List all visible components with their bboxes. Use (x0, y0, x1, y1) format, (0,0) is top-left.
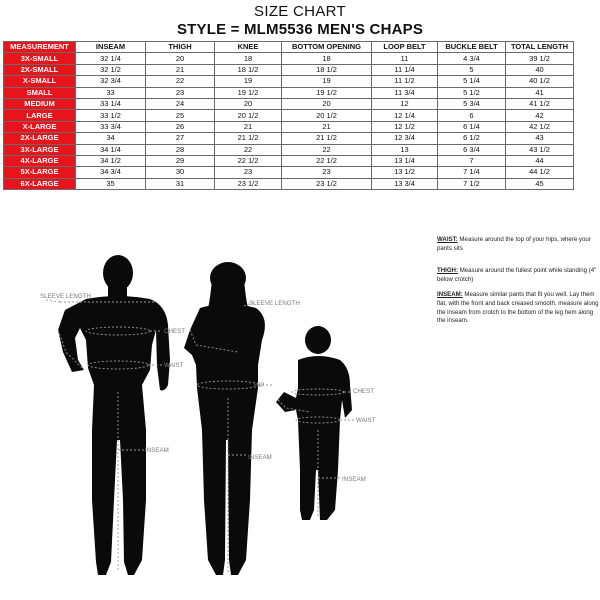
note-waist-heading: WAIST: (437, 236, 458, 243)
column-header-total-length: TOTAL LENGTH (506, 42, 574, 53)
table-row (4, 167, 574, 178)
woman-hip-label: HIP (254, 382, 265, 389)
measurement-cell: 18 (282, 53, 372, 64)
measurement-cell: 27 (146, 133, 215, 144)
measurement-cell: 28 (146, 144, 215, 155)
table-row (4, 178, 574, 189)
measurement-cell: 19 (215, 76, 282, 87)
measurement-cell: 21 (146, 64, 215, 75)
measurement-cell: 24 (146, 98, 215, 109)
measurement-notes (437, 236, 599, 333)
table-row (4, 110, 574, 121)
measurement-cell: 6 3/4 (438, 144, 506, 155)
woman-sleeve-label: SLEEVE LENGTH (249, 300, 300, 307)
table-row (4, 53, 574, 64)
style-heading: STYLE = MLM5536 MEN'S CHAPS (176, 21, 424, 38)
man-silhouette (58, 255, 170, 575)
child-waist-label: WAIST (356, 417, 376, 424)
measurement-cell: 21 1/2 (215, 133, 282, 144)
measurement-cell: 21 (215, 121, 282, 132)
body-measurement-figures (0, 235, 430, 600)
measurement-cell: 33 1/4 (76, 98, 146, 109)
measurement-cell: 34 1/4 (76, 144, 146, 155)
measurement-cell: 21 1/2 (282, 133, 372, 144)
measurement-cell: 34 3/4 (76, 167, 146, 178)
table-row (4, 64, 574, 75)
measurement-cell: 25 (146, 110, 215, 121)
measurement-cell: 6 1/4 (438, 121, 506, 132)
measurement-cell: 23 (215, 167, 282, 178)
size-cell: X-SMALL (4, 76, 76, 87)
measurement-cell: 41 1/2 (506, 98, 574, 109)
measurement-cell: 30 (146, 167, 215, 178)
measurement-cell: 33 (76, 87, 146, 98)
measurement-cell: 31 (146, 178, 215, 189)
man-inseam-label: INSEAM (145, 447, 169, 454)
measurement-cell: 20 1/2 (282, 110, 372, 121)
child-chest-label: CHEST (353, 388, 374, 395)
measurement-cell: 23 (146, 87, 215, 98)
measurement-cell: 6 (438, 110, 506, 121)
measurement-cell: 23 1/2 (282, 178, 372, 189)
table-header-row (4, 42, 574, 53)
table-row (4, 133, 574, 144)
column-header-inseam: INSEAM (76, 42, 146, 53)
note-thigh (437, 267, 599, 284)
column-header-loop-belt: LOOP BELT (372, 42, 438, 53)
measurement-cell: 22 1/2 (282, 155, 372, 166)
measurement-cell: 13 1/4 (372, 155, 438, 166)
measurement-cell: 32 1/4 (76, 53, 146, 64)
measurement-cell: 20 (146, 53, 215, 64)
size-cell: MEDIUM (4, 98, 76, 109)
measurement-cell: 19 (282, 76, 372, 87)
measurement-cell: 7 1/4 (438, 167, 506, 178)
size-cell: 6X-LARGE (4, 178, 76, 189)
column-header-bottom-opening: BOTTOM OPENING (282, 42, 372, 53)
measurement-cell: 41 (506, 87, 574, 98)
measurement-cell: 19 1/2 (282, 87, 372, 98)
table-row (4, 121, 574, 132)
table-row (4, 98, 574, 109)
measurement-cell: 29 (146, 155, 215, 166)
column-header-measurement: MEASUREMENT (4, 42, 76, 53)
woman-silhouette (184, 262, 265, 575)
column-header-knee: KNEE (215, 42, 282, 53)
measurement-cell: 7 1/2 (438, 178, 506, 189)
measurement-cell: 6 1/2 (438, 133, 506, 144)
size-cell: LARGE (4, 110, 76, 121)
measurement-cell: 44 (506, 155, 574, 166)
measurement-cell: 39 1/2 (506, 53, 574, 64)
measurement-cell: 35 (76, 178, 146, 189)
note-waist (437, 236, 599, 253)
measurement-cell: 12 1/2 (372, 121, 438, 132)
measurement-cell: 34 (76, 133, 146, 144)
chart-title: SIZE CHART (254, 3, 346, 20)
measurement-cell: 22 1/2 (215, 155, 282, 166)
table-row (4, 144, 574, 155)
child-inseam-label: INSEAM (342, 476, 366, 483)
measurement-cell: 7 (438, 155, 506, 166)
size-cell: 2X-SMALL (4, 64, 76, 75)
measurement-cell: 18 1/2 (215, 64, 282, 75)
measurement-cell: 12 (372, 98, 438, 109)
size-table (3, 41, 574, 190)
note-thigh-text: Measure around the fullest point while standing (4" below crotch) (437, 267, 597, 283)
size-cell: 4X-LARGE (4, 155, 76, 166)
column-header-buckle-belt: BUCKLE BELT (438, 42, 506, 53)
column-header-thigh: THIGH (146, 42, 215, 53)
measurement-cell: 18 1/2 (282, 64, 372, 75)
measurement-cell: 11 1/2 (372, 76, 438, 87)
measurement-cell: 32 3/4 (76, 76, 146, 87)
note-thigh-heading: THIGH: (437, 267, 458, 275)
note-inseam-heading: INSEAM: (437, 291, 463, 299)
measurement-cell: 21 (282, 121, 372, 132)
measurement-cell: 42 1/2 (506, 121, 574, 132)
measurement-cell: 33 3/4 (76, 121, 146, 132)
measurement-cell: 13 3/4 (372, 178, 438, 189)
man-sleeve-label: SLEEVE LENGTH (40, 293, 91, 300)
measurement-cell: 11 1/4 (372, 64, 438, 75)
size-cell: 5X-LARGE (4, 167, 76, 178)
measurement-cell: 11 (372, 53, 438, 64)
table-body (4, 53, 574, 190)
measurement-cell: 12 1/4 (372, 110, 438, 121)
note-inseam-text: Measure similar pants that fit you well. Lay them flat, with the front and back creased smooth. measure along the inseam from crotch to the bottom of the leg hem along the inseam. (437, 291, 599, 325)
measurement-cell: 40 1/2 (506, 76, 574, 87)
measurement-cell: 4 3/4 (438, 53, 506, 64)
table-row (4, 155, 574, 166)
note-inseam (437, 291, 599, 325)
size-cell: 3X-LARGE (4, 144, 76, 155)
measurement-cell: 32 1/2 (76, 64, 146, 75)
measurement-cell: 5 (438, 64, 506, 75)
woman-inseam-label: INSEAM (248, 454, 272, 461)
size-cell: 3X-SMALL (4, 53, 76, 64)
measurement-cell: 43 1/2 (506, 144, 574, 155)
measurement-cell: 5 1/2 (438, 87, 506, 98)
measurement-cell: 23 1/2 (215, 178, 282, 189)
table-row (4, 76, 574, 87)
measurement-cell: 40 (506, 64, 574, 75)
measurement-cell: 13 1/2 (372, 167, 438, 178)
measurement-cell: 44 1/2 (506, 167, 574, 178)
measurement-cell: 23 (282, 167, 372, 178)
measurement-cell: 34 1/2 (76, 155, 146, 166)
measurement-cell: 45 (506, 178, 574, 189)
size-cell: X-LARGE (4, 121, 76, 132)
measurement-cell: 11 3/4 (372, 87, 438, 98)
measurement-cell: 42 (506, 110, 574, 121)
measurement-cell: 22 (282, 144, 372, 155)
size-cell: SMALL (4, 87, 76, 98)
measurement-cell: 20 1/2 (215, 110, 282, 121)
table-row (4, 87, 574, 98)
measurement-cell: 18 (215, 53, 282, 64)
measurement-cell: 22 (215, 144, 282, 155)
size-cell: 2X-LARGE (4, 133, 76, 144)
measurement-cell: 20 (282, 98, 372, 109)
measurement-cell: 19 1/2 (215, 87, 282, 98)
measurement-cell: 20 (215, 98, 282, 109)
measurement-cell: 33 1/2 (76, 110, 146, 121)
measurement-cell: 5 3/4 (438, 98, 506, 109)
measurement-cell: 22 (146, 76, 215, 87)
child-silhouette (276, 326, 352, 520)
man-waist-label: WAIST (164, 362, 184, 369)
note-waist-text: Measure around the top of your hips, where your pants sits (437, 236, 591, 252)
measurement-cell: 13 (372, 144, 438, 155)
measurement-cell: 12 3/4 (372, 133, 438, 144)
measurement-cell: 26 (146, 121, 215, 132)
man-chest-label: CHEST (164, 328, 185, 335)
measurement-cell: 5 1/4 (438, 76, 506, 87)
measurement-cell: 43 (506, 133, 574, 144)
